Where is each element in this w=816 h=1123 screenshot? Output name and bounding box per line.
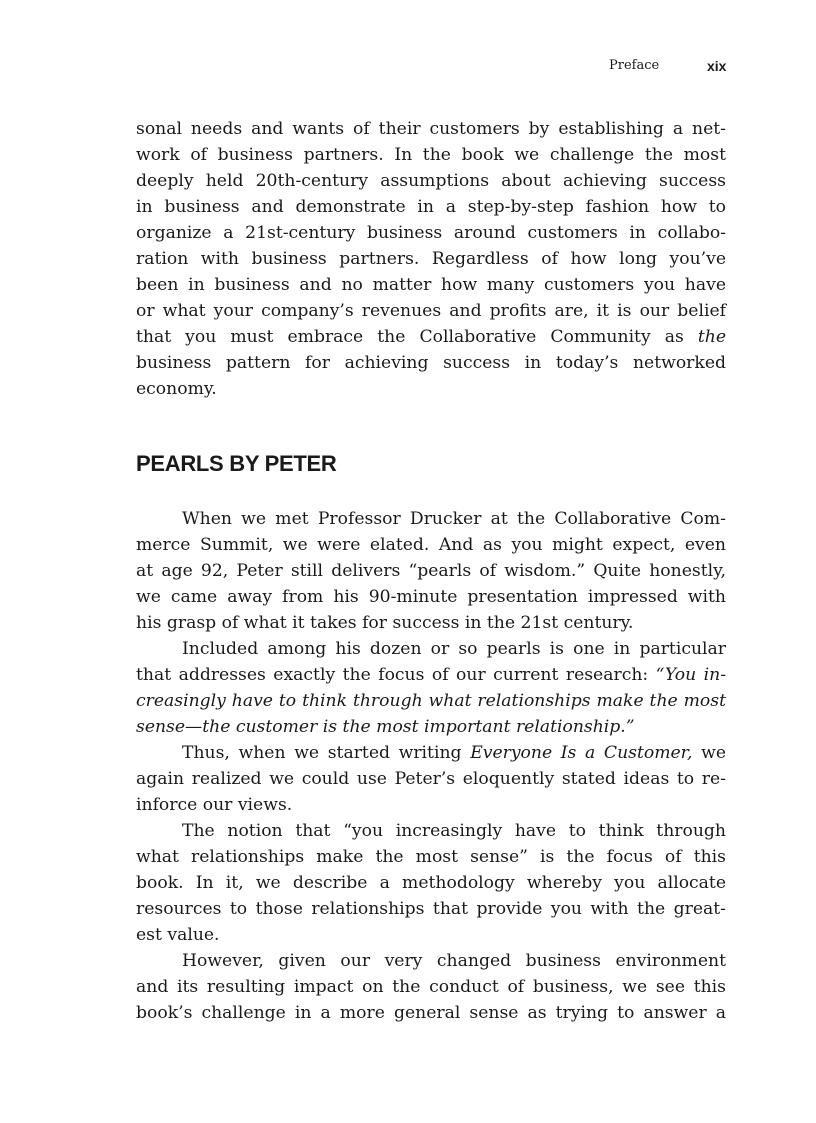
text-line <box>136 376 726 402</box>
text-run: ration with business partners. Regardless of how long you’ve <box>136 249 726 269</box>
text-line <box>136 194 726 220</box>
running-title: Preface <box>609 58 660 73</box>
text-run: However, given our very changed business environment <box>182 951 726 971</box>
text-run: at age 92, Peter still delivers “pearls of wisdom.” Quite honestly, <box>136 561 726 581</box>
text-run: merce Summit, we were elated. And as you might expect, even <box>136 535 726 555</box>
page-number: xix <box>707 58 727 74</box>
text-line <box>136 714 726 740</box>
text-run: book. In it, we describe a methodology whereby you allocate <box>136 873 726 893</box>
text-run: When we met Professor Drucker at the Collaborative Com- <box>182 509 726 529</box>
text-run: that you must embrace the Collaborative Community as <box>136 327 698 347</box>
text-run: book’s challenge in a more general sense as trying to answer a <box>136 1003 726 1023</box>
text-run: work of business partners. In the book we challenge the most <box>136 145 726 165</box>
text-run: est value. <box>136 925 220 945</box>
text-line <box>136 766 726 792</box>
text-run: The notion that “you increasingly have to think through <box>182 821 726 841</box>
text-line <box>136 740 726 766</box>
text-line <box>136 116 726 142</box>
text-line <box>136 896 726 922</box>
text-run: sonal needs and wants of their customers by establishing a net- <box>136 119 726 139</box>
paragraph-block-pearls <box>136 506 726 1026</box>
text-line <box>136 792 726 818</box>
text-run: deeply held 20th-century assumptions about achieving success <box>136 171 726 191</box>
text-line <box>136 636 726 662</box>
text-run: inforce our views. <box>136 795 293 815</box>
text-line <box>136 922 726 948</box>
text-run: in business and demonstrate in a step-by-step fashion how to <box>136 197 726 217</box>
text-line <box>136 142 726 168</box>
text-line <box>136 1000 726 1026</box>
paragraph-block-intro <box>136 116 726 402</box>
italic-text: the <box>697 327 726 347</box>
text-line <box>136 948 726 974</box>
text-run: organize a 21st-century business around customers in collabo- <box>136 223 726 243</box>
text-run: that addresses exactly the focus of our current research: <box>136 665 656 685</box>
text-run: or what your company’s revenues and profits are, it is our belief <box>136 301 726 321</box>
text-line <box>136 506 726 532</box>
text-line <box>136 844 726 870</box>
text-line <box>136 350 726 376</box>
section-heading: PEARLS BY PETER <box>136 451 337 476</box>
text-line <box>136 168 726 194</box>
text-line <box>136 688 726 714</box>
text-line <box>136 584 726 610</box>
text-run: again realized we could use Peter’s eloquently stated ideas to re- <box>136 769 726 789</box>
text-line <box>136 324 726 350</box>
italic-text: Everyone Is a Customer, <box>470 743 693 763</box>
text-line <box>136 272 726 298</box>
text-run: Included among his dozen or so pearls is one in particular <box>182 639 726 659</box>
text-line <box>136 870 726 896</box>
text-line <box>136 246 726 272</box>
text-run: economy. <box>136 379 217 399</box>
text-line <box>136 220 726 246</box>
italic-text: sense—the customer is the most important relationship.” <box>136 717 635 737</box>
text-run: what relationships make the most sense” is the focus of this <box>136 847 726 867</box>
text-run: Thus, when we started writing <box>182 743 471 763</box>
text-run: his grasp of what it takes for success in the 21st century. <box>136 613 634 633</box>
text-line <box>136 818 726 844</box>
text-line <box>136 610 726 636</box>
text-run: we <box>692 743 726 763</box>
text-line <box>136 662 726 688</box>
italic-text: “You in- <box>655 665 726 685</box>
text-line <box>136 974 726 1000</box>
text-run: business pattern for achieving success in today’s networked <box>136 353 726 373</box>
text-line <box>136 298 726 324</box>
text-run: and its resulting impact on the conduct of business, we see this <box>136 977 726 997</box>
text-line <box>136 558 726 584</box>
italic-text: creasingly have to think through what relationships make the most <box>136 691 726 711</box>
text-run: resources to those relationships that provide you with the great- <box>136 899 726 919</box>
text-run: we came away from his 90-minute presentation impressed with <box>136 587 726 607</box>
text-run: been in business and no matter how many customers you have <box>136 275 726 295</box>
text-line <box>136 532 726 558</box>
